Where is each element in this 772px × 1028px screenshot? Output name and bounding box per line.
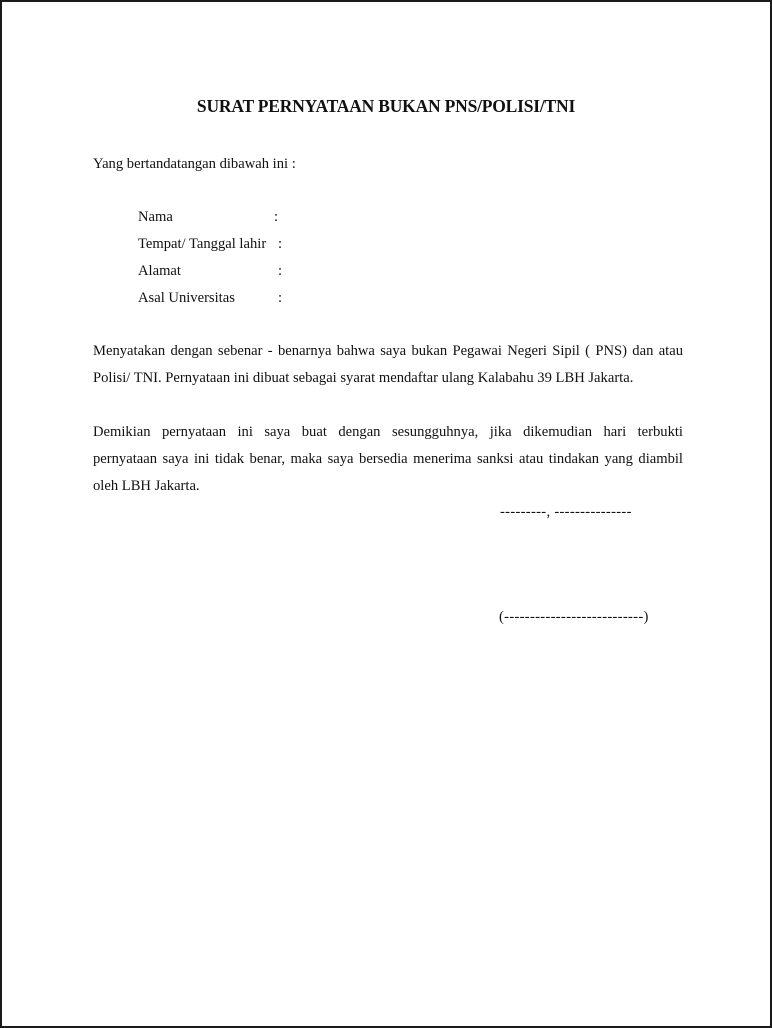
field-colon: : bbox=[278, 236, 283, 252]
field-asal-universitas bbox=[138, 285, 283, 312]
statement-paragraph bbox=[93, 338, 683, 392]
paragraph-line: Demikian pernyataan ini saya buat dengan sesungguhnya, jika dikemudian hari terbukti bbox=[93, 424, 683, 440]
field-colon: : bbox=[274, 209, 279, 225]
document-title: SURAT PERNYATAAN BUKAN PNS/POLISI/TNI bbox=[196, 96, 576, 116]
closing-paragraph bbox=[93, 419, 683, 500]
field-tempat-tanggal-lahir bbox=[138, 231, 283, 258]
place-date-placeholder: ---------, --------------- bbox=[500, 504, 632, 520]
field-colon: : bbox=[278, 263, 283, 279]
paragraph-line: oleh LBH Jakarta. bbox=[93, 478, 200, 494]
field-label: Nama bbox=[138, 209, 173, 225]
paragraph-line: Menyatakan dengan sebenar - benarnya bahwa saya bukan Pegawai Negeri Sipil ( PNS) dan atau bbox=[93, 343, 683, 359]
paragraph-line: pernyataan saya ini tidak benar, maka saya bersedia menerima sanksi atau tindakan yang diambil bbox=[93, 451, 683, 467]
signature-placeholder: (---------------------------) bbox=[499, 609, 649, 625]
field-colon: : bbox=[278, 290, 283, 306]
field-label: Asal Universitas bbox=[138, 290, 235, 306]
intro-text: Yang bertandatangan dibawah ini : bbox=[93, 156, 296, 172]
field-label: Alamat bbox=[138, 263, 181, 279]
field-label: Tempat/ Tanggal lahir bbox=[138, 236, 267, 252]
paragraph-line: Polisi/ TNI. Pernyataan ini dibuat sebagai syarat mendaftar ulang Kalabahu 39 LBH Jakarta. bbox=[93, 370, 634, 386]
field-nama bbox=[138, 204, 279, 231]
field-alamat bbox=[138, 258, 283, 285]
